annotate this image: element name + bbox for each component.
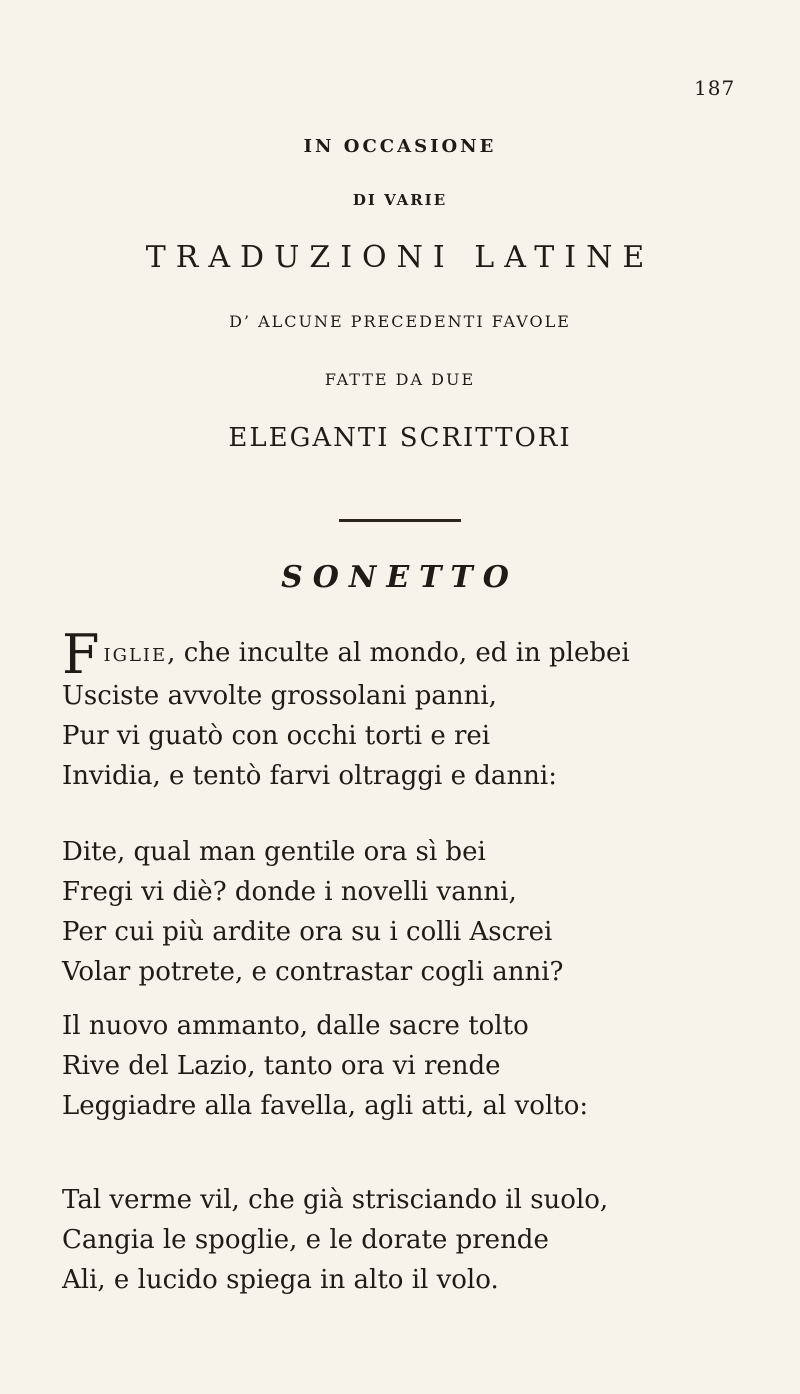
poem-line: Usciste avvolte grossolani panni, [62,681,497,711]
stanza-4 [62,1180,762,1300]
stanza-1 [62,623,762,796]
heading-line-1: IN OCCASIONE [303,136,497,157]
poem-line: Il nuovo ammanto, dalle sacre tolto [62,1011,529,1041]
heading-line-5: FATTE DA DUE [324,370,476,389]
heading-line-3: TRADUZIONI LATINE [145,240,655,275]
poem-line-text: , che inculte al mondo, ed in plebei [167,638,630,668]
first-word-smallcaps: IGLIE [103,645,168,666]
page-number: 187 [694,76,736,100]
poem-line: Leggiadre alla favella, agli atti, al volto: [62,1091,589,1121]
heading-line-6: ELEGANTI SCRITTORI [228,423,572,453]
drop-cap: F [62,623,100,686]
poem-line: Ali, e lucido spiega in alto il volo. [62,1265,499,1295]
heading-line-4: D’ ALCUNE PRECEDENTI FAVOLE [229,312,571,331]
stanza-3 [62,1006,762,1126]
poem-line: Cangia le spoglie, e le dorate prende [62,1225,549,1255]
poem-line [62,623,762,686]
divider-rule [339,519,461,522]
poem-line: Volar potrete, e contrastar cogli anni? [62,957,564,987]
heading-line-2: DI VARIE [352,191,448,209]
poem-line: Fregi vi diè? donde i novelli vanni, [62,877,517,907]
poem-line: Per cui più ardite ora su i colli Ascrei [62,917,553,947]
stanza-2 [62,832,762,992]
poem-line: Invidia, e tentò farvi oltraggi e danni: [62,761,558,791]
poem-line: Dite, qual man gentile ora sì bei [62,837,486,867]
poem-title: SONETTO [281,560,519,595]
poem-line: Rive del Lazio, tanto ora vi rende [62,1051,501,1081]
poem-line: Pur vi guatò con occhi torti e rei [62,721,491,751]
poem-line: Tal verme vil, che già strisciando il suolo, [62,1185,609,1215]
